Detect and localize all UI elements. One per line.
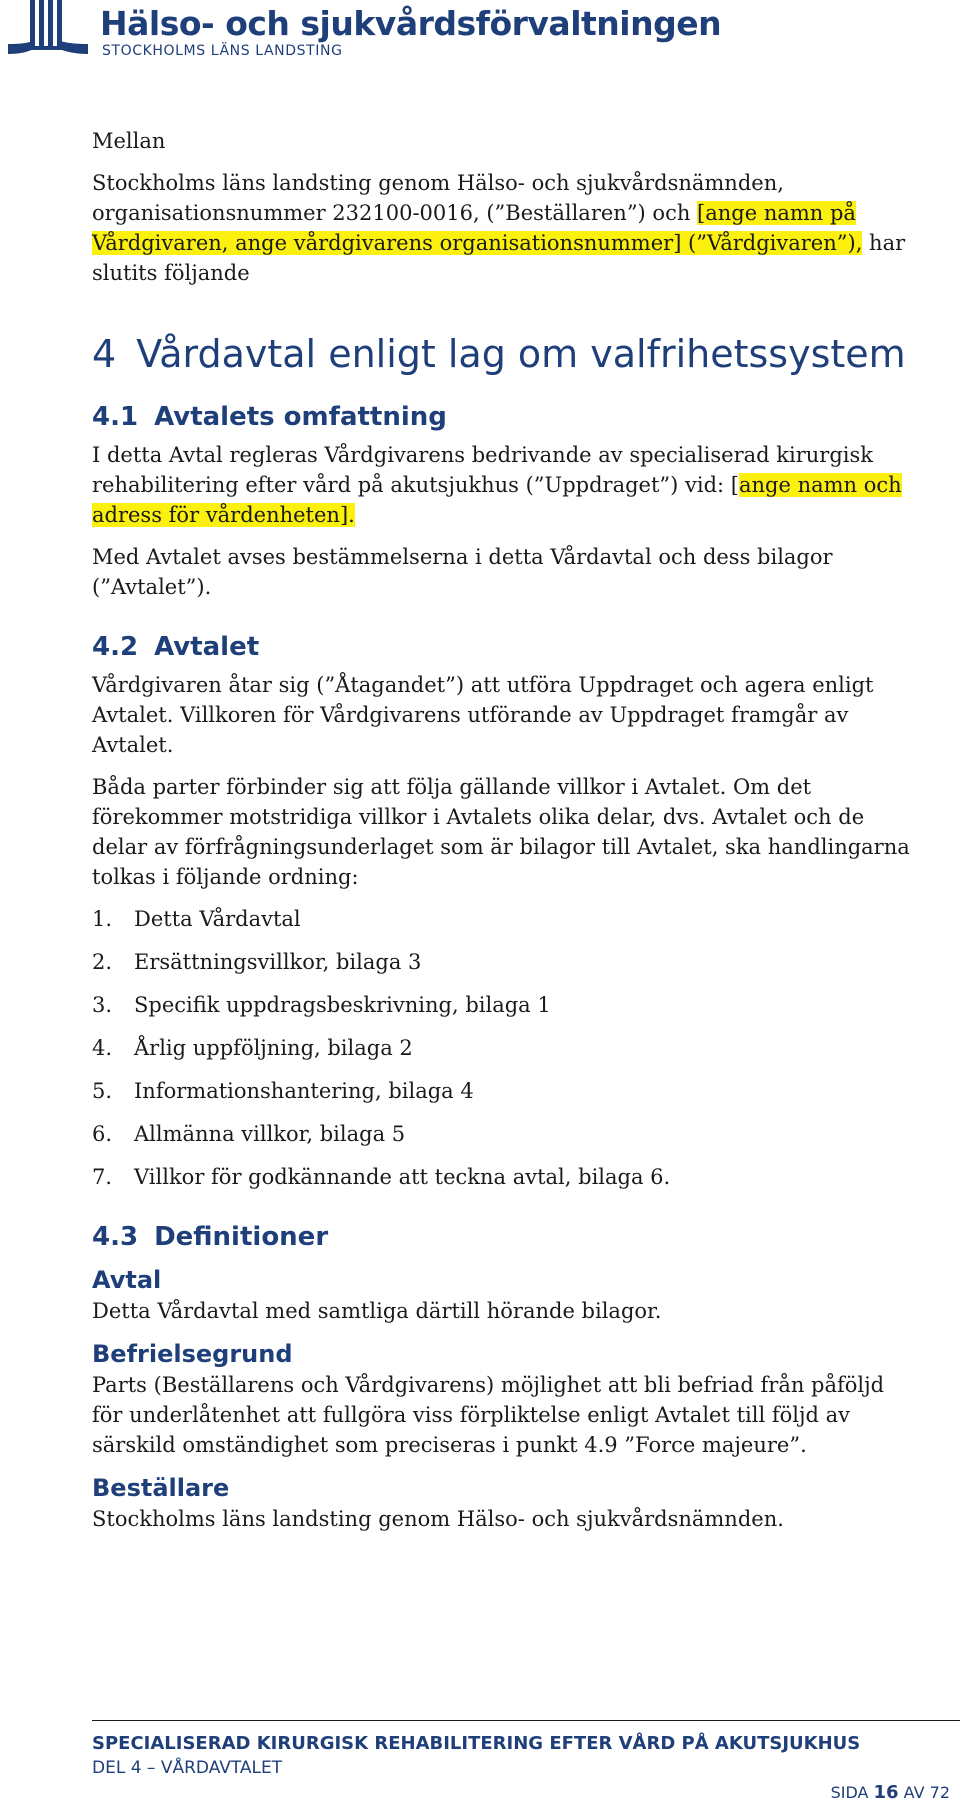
list-item [92, 947, 912, 977]
document-body [92, 126, 912, 1546]
page-header [8, 0, 948, 70]
intro-between: Mellan [92, 129, 166, 153]
section-4-2-heading [92, 632, 912, 662]
section-4-1-paragraph-2: Med Avtalet avses bestämmelserna i detta Vårdavtal och dess bilagor (”Avtalet”). [92, 545, 833, 599]
section-4-3-title: Definitioner [154, 1222, 329, 1252]
list-item-text: Ersättningsvillkor, bilaga 3 [134, 950, 422, 974]
section-4-number: 4 [92, 332, 117, 376]
sll-logo-icon [8, 0, 88, 60]
page-prefix: SIDA [830, 1783, 869, 1802]
list-item [92, 1119, 912, 1149]
list-item [92, 904, 912, 934]
list-item-number: 4. [92, 1036, 113, 1060]
definition-text: Parts (Beställarens och Vårdgivarens) möjlighet att bli befriad från påföljd för underlåtenhet att fullgöra viss förpliktelse enligt Avtalet till följd av särskild omständighet som preciseras i punkt 4.9 ”Force majeure”. [92, 1373, 885, 1457]
definition-text: Detta Vårdavtal med samtliga därtill hörande bilagor. [92, 1299, 662, 1323]
list-item-number: 5. [92, 1079, 113, 1103]
section-4-2-number: 4.2 [92, 632, 139, 662]
list-item [92, 990, 912, 1020]
section-4-title: Vårdavtal enligt lag om valfrihetssystem [136, 332, 906, 376]
list-item-number: 7. [92, 1165, 113, 1189]
section-4-heading [92, 332, 912, 376]
definition-term: Avtal [92, 1266, 162, 1294]
list-item [92, 1033, 912, 1063]
definition-term: Beställare [92, 1474, 230, 1502]
section-4-1-paragraph-1 [92, 440, 912, 530]
footer-subtitle: DEL 4 – VÅRDAVTALET [92, 1758, 283, 1778]
page-mid: AV [903, 1783, 925, 1802]
list-item-number: 2. [92, 950, 113, 974]
intro-text-2: har slutits följande [92, 231, 906, 285]
list-item-text: Specifik uppdragsbeskrivning, bilaga 1 [134, 993, 551, 1017]
footer-title: SPECIALISERAD KIRURGISK REHABILITERING EFTER VÅRD PÅ AKUTSJUKHUS [92, 1733, 861, 1754]
section-4-2-paragraph-1: Vårdgivaren åtar sig (”Åtagandet”) att utföra Uppdraget och agera enligt Avtalet. Villkoren för Vårdgivarens utförande av Uppdraget framgår av Avtalet. [92, 673, 874, 757]
priority-list [92, 904, 912, 1192]
s41-p1-text: I detta Avtal regleras Vårdgivarens bedrivande av specialiserad kirurgisk rehabilitering efter vård på akutsjukhus (”Uppdraget”) vid: [ [92, 443, 873, 497]
page-number [831, 1782, 950, 1803]
page-current: 16 [873, 1782, 899, 1803]
list-item-text: Allmänna villkor, bilaga 5 [134, 1122, 406, 1146]
org-name: Hälso- och sjukvårdsförvaltningen [100, 4, 722, 43]
section-4-2-title: Avtalet [154, 632, 260, 662]
section-4-2-paragraph-2: Båda parter förbinder sig att följa gällande villkor i Avtalet. Om det förekommer motstridiga villkor i Avtalets olika delar, dvs. Avtalet och de delar av förfrågningsunderlaget som är bilagor till Avtalet, ska handlingarna tolkas i följande ordning: [92, 775, 910, 889]
section-4-3-number: 4.3 [92, 1222, 139, 1252]
list-item [92, 1076, 912, 1106]
page-total: 72 [929, 1783, 950, 1802]
section-4-1-number: 4.1 [92, 402, 139, 432]
list-item-number: 6. [92, 1122, 113, 1146]
definition-term: Befrielsegrund [92, 1340, 293, 1368]
list-item-number: 3. [92, 993, 113, 1017]
section-4-1-title: Avtalets omfattning [154, 402, 447, 432]
list-item-text: Informationshantering, bilaga 4 [134, 1079, 474, 1103]
section-4-1-heading [92, 402, 912, 432]
section-4-3-heading [92, 1222, 912, 1252]
list-item-text: Årlig uppföljning, bilaga 2 [134, 1036, 413, 1060]
intro-text-1: Stockholms läns landsting genom Hälso- och sjukvårdsnämnden, organisationsnummer 232100-0016, (”Beställaren”) och [92, 171, 784, 225]
s41-p1-highlight: ange namn och adress för vårdenheten]. [92, 473, 902, 527]
list-item-text: Villkor för godkännande att teckna avtal, bilaga 6. [134, 1165, 671, 1189]
org-subtitle: STOCKHOLMS LÄNS LANDSTING [102, 43, 343, 59]
list-item-number: 1. [92, 907, 113, 931]
definition-text: Stockholms läns landsting genom Hälso- och sjukvårdsnämnden. [92, 1507, 784, 1531]
intro-highlight: [ange namn på Vårdgivaren, ange vårdgivarens organisationsnummer] (”Vårdgivaren”), [92, 201, 863, 255]
intro-paragraph [92, 168, 912, 288]
list-item-text: Detta Vårdavtal [134, 907, 301, 931]
list-item [92, 1162, 912, 1192]
footer-divider [92, 1720, 960, 1721]
